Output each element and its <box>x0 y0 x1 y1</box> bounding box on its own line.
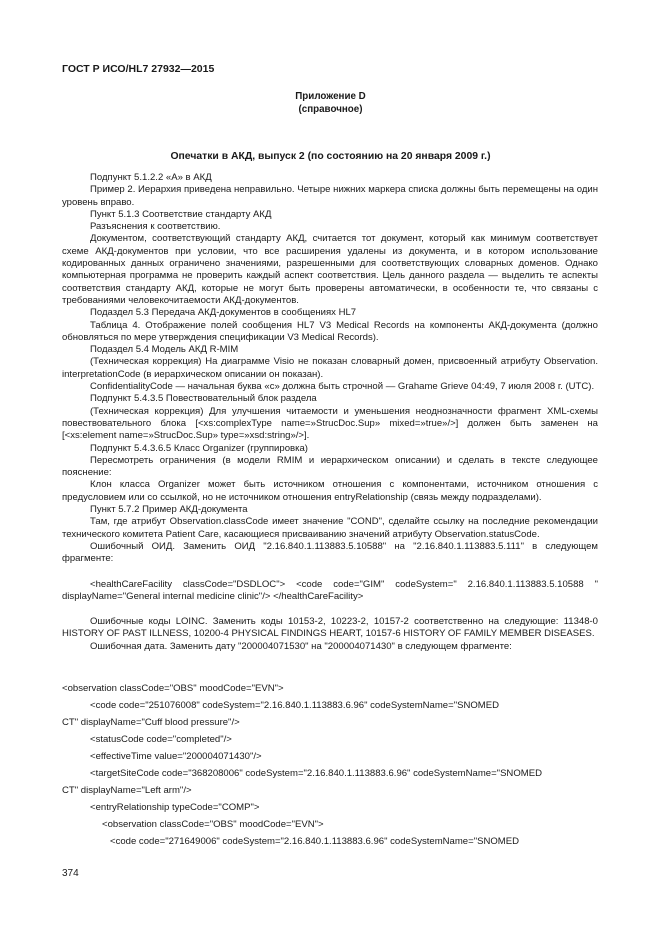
paragraph: Разъяснения к соответствию. <box>90 221 221 233</box>
paragraph: Подаздел 5.3 Передача АКД-документов в сообщениях HL7 <box>90 307 357 319</box>
document-header: ГОСТ Р ИСО/HL7 27932—2015 <box>62 63 215 75</box>
paragraph: Подпункт 5.1.2.2 «А» в АКД <box>90 172 212 183</box>
code-line: <observation classCode="OBS" moodCode="EVN"> <box>102 819 324 830</box>
code-fragment: <healthCareFacility classCode="DSDLOC"> <code code="GIM" codeSystem=" 2.16.840.1.113883.5.10588 " displayName="General internal medicine clinic"/> </healthCareFacility> <box>62 578 598 602</box>
code-line: CT" displayName="Left arm"/> <box>62 785 192 796</box>
appendix-subtitle: (справочное) <box>298 104 363 115</box>
paragraph: Ошибочный ОИД. Заменить ОИД "2.16.840.1.113883.5.10588" на "2.16.840.1.113883.5.111" в следующем фрагменте: <box>62 540 598 565</box>
paragraph: Клон класса Organizer может быть источником отношения с компонентами, источником отношения с предусловием или со ссылкой, но не источником отношения entryRelationship (связь между подразделами). <box>62 479 598 503</box>
code-line: <code code="251076008" codeSystem="2.16.840.1.113883.6.96" codeSystemName="SNOMED <box>90 700 499 711</box>
paragraph: Там, где атрибут Observation.classCode имеет значение "COND", сделайте ссылку на последние рекомендации технического комитета Patient Care, касающиеся присваиванию значений атрибуту Observation.statusCode. <box>62 516 598 540</box>
paragraph: Подаздел 5.4 Модель АКД R-MIM <box>90 344 239 356</box>
paragraph: (Техническая коррекция) Для улучшения читаемости и уменьшения неоднозначности фрагмент XML-схемы повествовательного блока [<xs:complexType name=»StrucDoc.Sup» mixed=»true»/>] должен быть заменен на [<xs:element name=»StrucDoc.Sup» type=»xsd:string»/>]. <box>62 405 598 442</box>
code-line: <targetSiteCode code="368208006" codeSystem="2.16.840.1.113883.6.96" codeSystemName="SNOMED <box>90 768 542 779</box>
page-number: 374 <box>62 868 79 879</box>
paragraph: ConfidentialityCode — начальная буква «с» должна быть строчной — Grahame Grieve 04:49, 7 июля 2008 г. (UTC). <box>90 381 595 393</box>
paragraph: Пункт 5.7.2 Пример АКД-документа <box>90 504 248 516</box>
code-line: <effectiveTime value="200004071430"/> <box>90 751 262 762</box>
paragraph: Таблица 4. Отображение полей сообщения HL7 V3 Medical Records на компоненты АКД-документа (должно обновляться по мере утверждения спецификации V3 Medical Records). <box>62 319 598 343</box>
code-line: <code code="271649006" codeSystem="2.16.840.1.113883.6.96" codeSystemName="SNOMED <box>110 836 519 847</box>
code-block <box>62 680 602 850</box>
paragraph: (Техническая коррекция) На диаграмме Visio не показан словарный домен, присвоенный атрибуту Observation. interpretationCode (в иерархическом описании он показан). <box>62 356 598 380</box>
paragraph: Подпункт 5.4.3.6.5 Класс Organizer (группировка) <box>90 442 308 454</box>
paragraph: Ошибочные коды LOINC. Заменить коды 10153-2, 10223-2, 10157-2 соответственно на следующие: 11348-0 HISTORY OF PAST ILLNESS, 10200-4 PHYSICAL FINDINGS HEART, 10157-6 HISTORY OF FAMILY MEMBER DISEASES. <box>62 616 598 640</box>
body-text <box>62 172 598 653</box>
paragraph: Подпункт 5.4.3.5 Повествовательный блок раздела <box>90 393 317 405</box>
paragraph: Документом, соответствующий стандарту АКД, считается тот документ, который как минимум соответствует схеме АКД-документов при условии, что все расширения удалены из документа, и в котором использование кодированных данных ограничено значениями, разрешенными для соответствующих словарных доменов. Однако компьютерная программа не проверить каждый аспект соответствия. Цель данного раздела — выделить те аспекты соответствия стандарту АКД, которые не могут быть проверены автоматически, в особенности те, что связаны с требованиями человекочитаемости АКД-документов. <box>62 233 598 306</box>
paragraph: Пересмотреть ограничения (в модели RMIM и иерархическом описании) и сделать в тексте следующее пояснение: <box>62 454 598 479</box>
code-line: <entryRelationship typeCode="COMP"> <box>90 802 260 813</box>
appendix-title: Приложение D <box>295 91 366 102</box>
paragraph: Пример 2. Иерархия приведена неправильно. Четыре нижних маркера списка должны быть перемещены на один уровень вправо. <box>62 184 598 208</box>
appendix-heading <box>0 90 661 116</box>
code-line: <observation classCode="OBS" moodCode="EVN"> <box>62 683 284 694</box>
code-line: <statusCode code="completed"/> <box>90 734 232 745</box>
code-line: CT" displayName="Cuff blood pressure"/> <box>62 717 240 728</box>
paragraph: Ошибочная дата. Заменить дату "200004071530" на "200004071430" в следующем фрагменте: <box>90 640 512 652</box>
section-title: Опечатки в АКД, выпуск 2 (по состоянию на 20 января 2009 г.) <box>170 151 491 162</box>
paragraph: Пункт 5.1.3 Соответствие стандарту АКД <box>90 208 272 220</box>
